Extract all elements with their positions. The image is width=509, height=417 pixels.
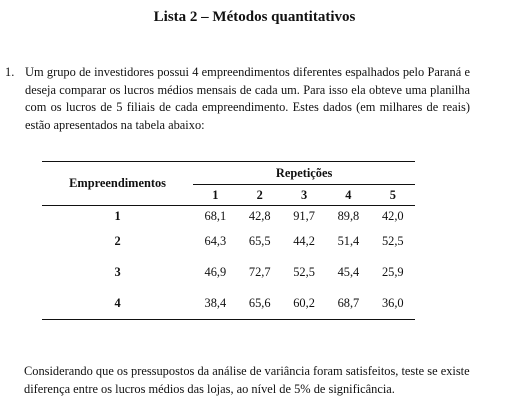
- table-cell: 89,8: [337, 208, 360, 223]
- rep-number-4: 4: [326, 185, 370, 206]
- table-cell: 38,4: [193, 288, 237, 320]
- table-cell: 36,0: [371, 288, 415, 320]
- table-cell: 64,3: [204, 234, 227, 248]
- table-cell: 51,4: [337, 234, 360, 248]
- rep-number-3: 3: [282, 185, 326, 206]
- table-row: [42, 226, 415, 257]
- question-number: 1.: [5, 65, 15, 79]
- rep-number-1: 1: [193, 185, 237, 206]
- header-empreendimentos: Empreendimentos: [42, 162, 193, 206]
- rep-number-2: 2: [238, 185, 282, 206]
- table-cell: 68,1: [204, 208, 227, 223]
- table-cell: 45,4: [337, 265, 360, 279]
- table-cell: 52,5: [293, 265, 315, 279]
- table-row: [42, 288, 415, 320]
- table-cell: 65,5: [248, 234, 271, 248]
- conclusion-text: Considerando que os pressupostos da análise de variância foram satisfeitos, teste se existe diferença entre os lucros médios das lojas, ao nível de 5% de significância.: [24, 364, 470, 396]
- table-cell: 91,7: [293, 208, 315, 223]
- table-cell: 42,8: [248, 208, 271, 223]
- data-table-container: [42, 161, 415, 320]
- table-cell: 52,5: [381, 234, 404, 248]
- rep-number-5: 5: [371, 185, 415, 206]
- table-row: [42, 206, 415, 227]
- table-cell: 68,7: [326, 288, 370, 320]
- question-1: [5, 64, 470, 134]
- row-label: 3: [114, 265, 121, 279]
- table-cell: 25,9: [381, 265, 404, 279]
- table-cell: 65,6: [238, 288, 282, 320]
- data-table: [42, 161, 415, 320]
- table-row: [42, 257, 415, 288]
- table-cell: 42,0: [381, 208, 404, 223]
- table-cell: 46,9: [204, 265, 227, 279]
- table-cell: 44,2: [293, 234, 315, 248]
- question-text: Um grupo de investidores possui 4 empreendimentos diferentes espalhados pelo Paraná e deseja comparar os lucros médios mensais de cada um. Para isso ela obteve uma planilha com os lucros de 5 filiais de cada empreendimento. Estes dados (em milhares de reais) estão apresentados na tabela abaixo:: [25, 65, 470, 132]
- header-repeticoes: Repetições: [193, 162, 415, 185]
- document-title: Lista 2 – Métodos quantitativos: [153, 9, 356, 25]
- row-label: 2: [114, 234, 121, 248]
- table-cell: 60,2: [282, 288, 326, 320]
- row-label: 4: [42, 288, 193, 320]
- table-cell: 72,7: [248, 265, 271, 279]
- row-label: 1: [114, 208, 121, 223]
